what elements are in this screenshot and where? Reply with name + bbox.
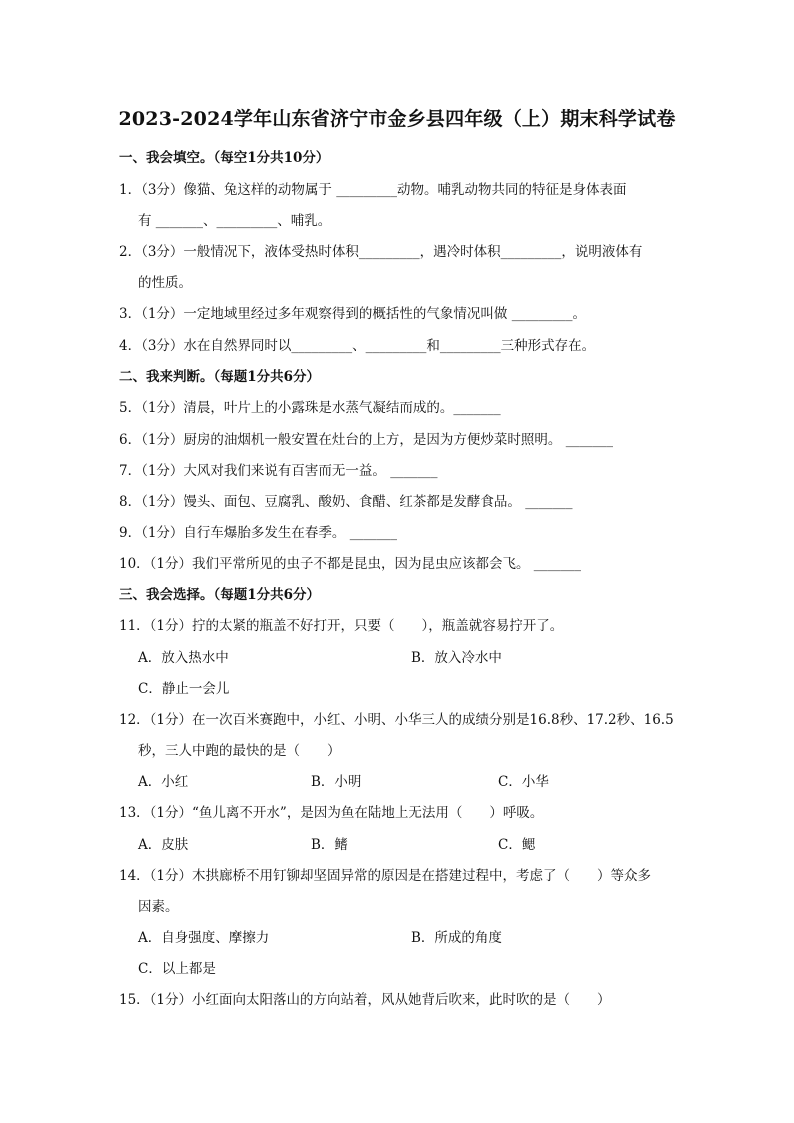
question-14-continued: 因素。 [138, 899, 179, 915]
q11-option-c: C．静止一会儿 [138, 681, 230, 697]
q14-option-b: B．所成的角度 [411, 930, 502, 946]
question-13: 13．（1分）“鱼儿离不开水”，是因为鱼在陆地上无法用（ ）呼吸。 [119, 805, 544, 821]
question-12: 12．（1分）在一次百米赛跑中，小红、小明、小华三人的成绩分别是16.8秒、17.2秒、16.5 [119, 712, 674, 728]
question-8: 8．（1分）馒头、面包、豆腐乳、酸奶、食醋、红茶都是发酵食品。 _______ [119, 494, 573, 510]
q14-option-a: A．自身强度、摩擦力 [138, 930, 270, 946]
exam-title: 2023-2024学年山东省济宁市金乡县四年级（上）期末科学试卷 [118, 108, 676, 130]
q11-option-b: B．放入冷水中 [411, 650, 502, 666]
question-2-continued: 的性质。 [138, 275, 192, 291]
q11-option-a: A．放入热水中 [138, 650, 229, 666]
section-heading-true-false: 二、我来判断。（每题1分共6分） [119, 369, 321, 385]
question-1: 1．（3分）像猫、兔这样的动物属于 _________动物。哺乳动物共同的特征是身体表面 [119, 182, 627, 198]
section-heading-fill-in: 一、我会填空。（每空1分共10分） [119, 150, 330, 166]
q12-option-c: C．小华 [498, 774, 549, 790]
q13-option-c: C．鳃 [498, 837, 536, 853]
q12-option-b: B．小明 [311, 774, 362, 790]
question-15: 15．（1分）小红面向太阳落山的方向站着，风从她背后吹来，此时吹的是（ ） [119, 992, 611, 1008]
q14-option-c: C．以上都是 [138, 961, 216, 977]
question-4: 4．（3分）水在自然界同时以_________、_________和_________三种形式存在。 [119, 338, 596, 354]
question-10: 10．（1分）我们平常所见的虫子不都是昆虫，因为昆虫应该都会飞。 _______ [119, 556, 582, 572]
question-9: 9．（1分）自行车爆胎多发生在春季。 _______ [119, 525, 397, 541]
section-heading-choice: 三、我会选择。（每题1分共6分） [119, 587, 321, 603]
question-7: 7．（1分）大风对我们来说有百害而无一益。 _______ [119, 463, 438, 479]
question-12-continued: 秒，三人中跑的最快的是（ ） [138, 743, 341, 759]
question-1-continued: 有 _______、_________、哺乳。 [138, 213, 332, 229]
question-2: 2．（3分）一般情况下，液体受热时体积_________，遇冷时体积_________，说明液体有 [119, 244, 643, 260]
q13-option-b: B．鳍 [311, 837, 348, 853]
question-6: 6．（1分）厨房的油烟机一般安置在灶台的上方，是因为方便炒菜时照明。 _______ [119, 432, 613, 448]
question-3: 3．（1分）一定地域里经过多年观察得到的概括性的气象情况叫做 _________。 [119, 306, 586, 322]
question-14: 14．（1分）木拱廊桥不用钉铆却坚固异常的原因是在搭建过程中，考虑了（ ）等众多 [119, 868, 652, 884]
q12-option-a: A．小红 [138, 774, 189, 790]
question-5: 5．（1分）清晨，叶片上的小露珠是水蒸气凝结而成的。_______ [119, 400, 501, 416]
q13-option-a: A．皮肤 [138, 837, 189, 853]
question-11: 11．（1分）拧的太紧的瓶盖不好打开，只要（ ），瓶盖就容易拧开了。 [119, 618, 564, 634]
